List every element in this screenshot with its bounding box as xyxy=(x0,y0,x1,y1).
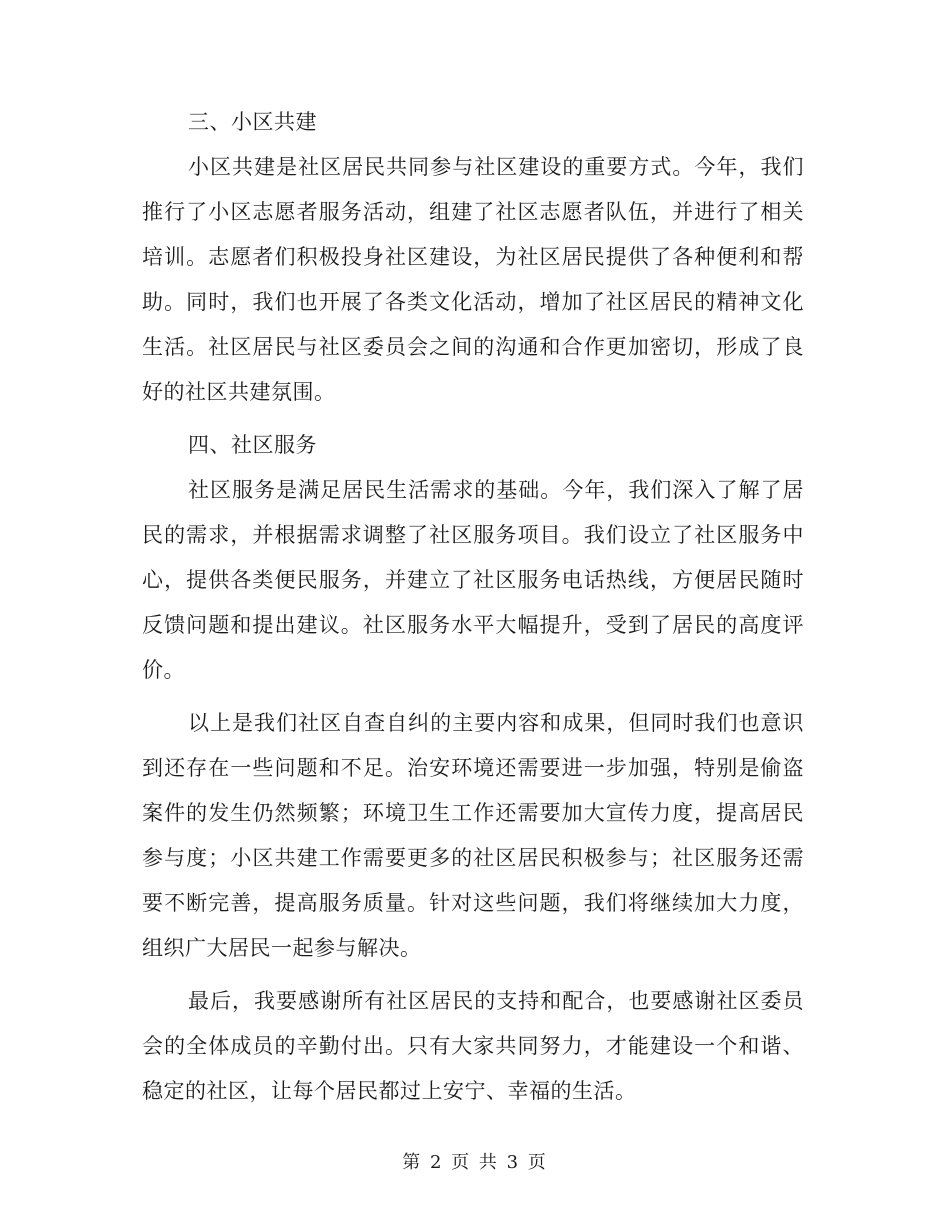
paragraph: 社区服务是满足居民生活需求的基础。今年，我们深入了解了居民的需求，并根据需求调整了社区服务项目。我们设立了社区服务中心，提供各类便民服务，并建立了社区服务电话热线，方便居民随时反馈问题和提出建议。社区服务水平大幅提升，受到了居民的高度评价。 xyxy=(142,478,804,682)
document-body xyxy=(142,100,804,1122)
paragraph: 小区共建是社区居民共同参与社区建设的重要方式。今年，我们推行了小区志愿者服务活动，组建了社区志愿者队伍，并进行了相关培训。志愿者们积极投身社区建设，为社区居民提供了各种便利和帮助。同时，我们也开展了各类文化活动，增加了社区居民的精神文化生活。社区居民与社区委员会之间的沟通和合作更加密切，形成了良好的社区共建氛围。 xyxy=(142,155,804,404)
page-number-footer: 第 2 页 共 3 页 xyxy=(402,1152,548,1173)
section-heading: 四、社区服务 xyxy=(188,433,317,457)
paragraph: 以上是我们社区自查自纠的主要内容和成果，但同时我们也意识到还存在一些问题和不足。治安环境还需要进一步加强，特别是偷盗案件的发生仍然频繁；环境卫生工作还需要加大宣传力度，提高居民参与度；小区共建工作需要更多的社区居民积极参与；社区服务还需要不断完善，提高服务质量。针对这些问题，我们将继续加大力度，组织广大居民一起参与解决。 xyxy=(142,711,804,960)
paragraph: 最后，我要感谢所有社区居民的支持和配合，也要感谢社区委员会的全体成员的辛勤付出。只有大家共同努力，才能建设一个和谐、稳定的社区，让每个居民都过上安宁、幸福的生活。 xyxy=(142,989,804,1103)
section-heading: 三、小区共建 xyxy=(188,110,317,134)
